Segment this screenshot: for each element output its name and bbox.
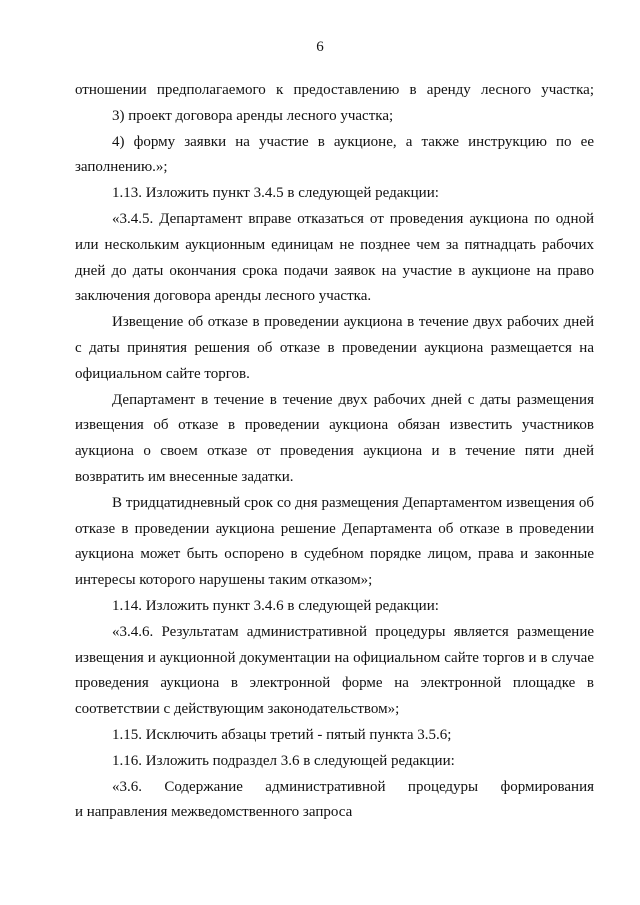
text-line: Извещение об отказе в проведении аукциона в течение двух рабочих дней — [112, 314, 594, 331]
text-line: интересы которого нарушены таким отказом»; — [75, 572, 373, 589]
text-line: Департамент в течение в течение двух рабочих дней с даты размещения — [112, 391, 594, 408]
text-line: проведения аукциона в электронной форме на электронной площадке в — [75, 675, 594, 692]
text-line: соответствии с действующим законодательством»; — [75, 701, 400, 718]
text-line: дней до даты окончания срока подачи заявок на участие в аукционе на право — [75, 262, 594, 279]
text-line: с даты принятия решения об отказе в проведении аукциона размещается на — [75, 339, 594, 356]
text-line: «3.4.5. Департамент вправе отказаться от проведения аукциона по одной — [112, 210, 594, 227]
text-line: и направления межведомственного запроса — [75, 804, 353, 821]
text-line: извещения и аукционной документации на официальном сайте торгов и в случае — [75, 649, 594, 666]
text-line: заключения договора аренды лесного участка. — [75, 288, 372, 305]
text-line: заполнению.»; — [75, 159, 168, 176]
text-line: или нескольким аукционным единицам не позднее чем за пятнадцать рабочих — [75, 236, 594, 253]
text-line: отказе в проведении аукциона решение Департамента об отказе в проведении — [75, 520, 594, 537]
document-body — [75, 78, 594, 826]
page-number: 6 — [316, 39, 324, 55]
text-line: извещения об отказе в проведении аукциона обязан известить участников — [75, 417, 594, 434]
text-line: 1.15. Исключить абзацы третий - пятый пункта 3.5.6; — [112, 726, 452, 743]
text-line: аукциона о своем отказе от проведения аукциона и в течение пяти дней — [75, 443, 594, 460]
text-line: отношении предполагаемого к предоставлению в аренду лесного участка; — [75, 82, 594, 98]
text-line: возвратить им внесенные задатки. — [75, 468, 294, 485]
text-line: 1.14. Изложить пункт 3.4.6 в следующей редакции: — [112, 597, 439, 614]
text-line: 1.13. Изложить пункт 3.4.5 в следующей редакции: — [112, 185, 439, 202]
text-line: «3.4.6. Результатам административной процедуры является размещение — [112, 623, 594, 640]
text-line: 1.16. Изложить подраздел 3.6 в следующей редакции: — [112, 752, 455, 769]
text-line: 4) форму заявки на участие в аукционе, а также инструкцию по ее — [112, 133, 594, 150]
text-line: аукциона может быть оспорено в судебном порядке лицом, права и законные — [75, 546, 594, 563]
text-line: официальном сайте торгов. — [75, 365, 250, 382]
text-line: 3) проект договора аренды лесного участка; — [112, 107, 394, 124]
text-line: В тридцатидневный срок со дня размещения Департаментом извещения об — [112, 494, 594, 511]
text-line: «3.6. Содержание административной процедуры формирования — [112, 778, 594, 795]
